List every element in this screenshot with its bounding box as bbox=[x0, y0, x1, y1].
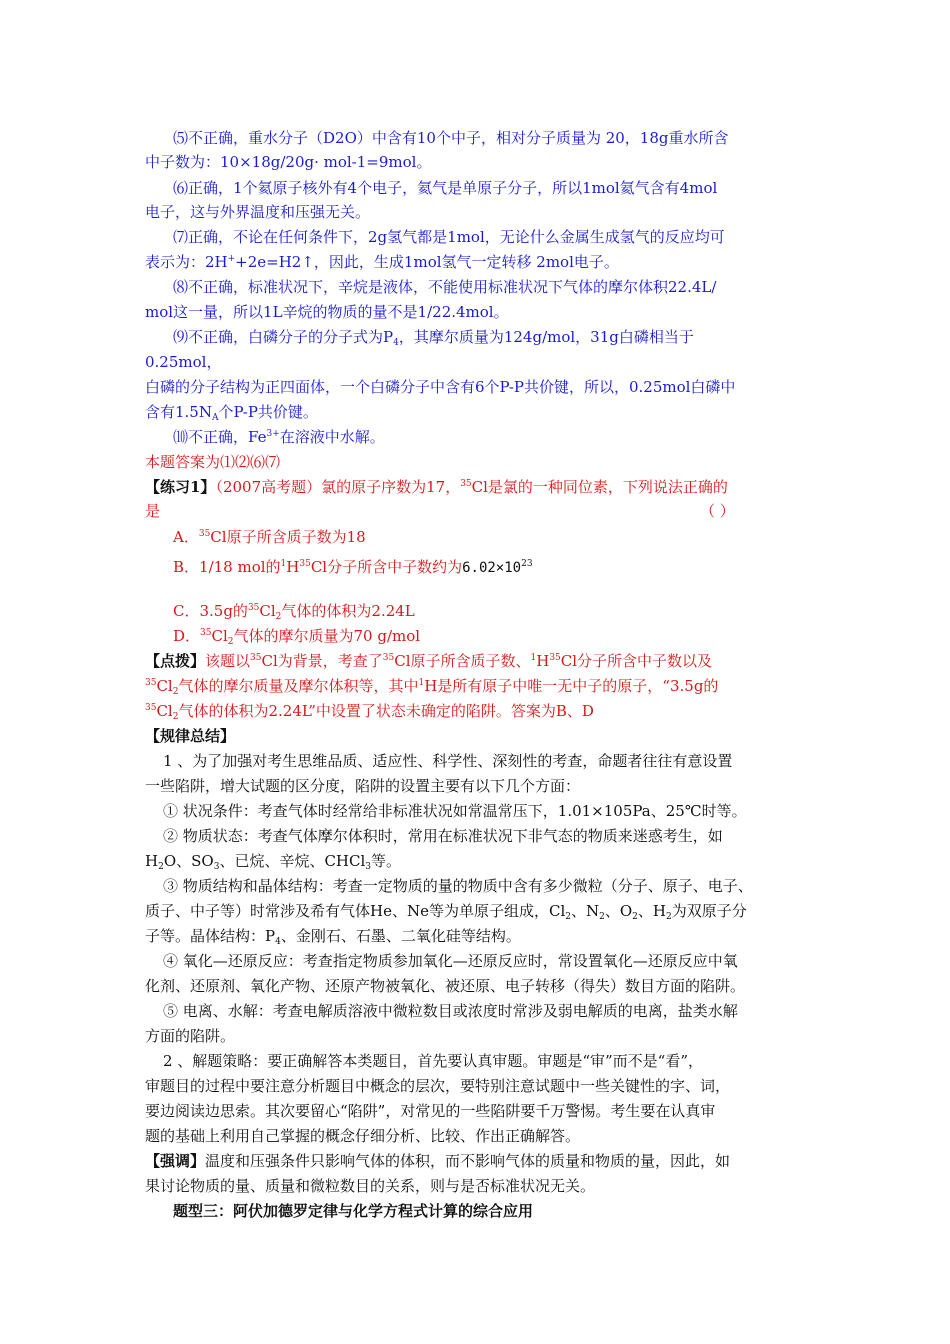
summary-heading: 【规律总结】 bbox=[145, 727, 236, 745]
summary-p2-line3: 要边阅读边思索。其次要留心“陷阱”，对常见的一些陷阱要千万警惕。考生要在认真审 bbox=[145, 1102, 716, 1120]
exercise-answer-paren: （ ） bbox=[700, 502, 735, 520]
summary-item-3-line1: ③ 物质结构和晶体结构：考查一定物质的量的物质中含有多少微粒（分子、原子、电子、 bbox=[163, 877, 753, 895]
exercise-question-line2: 是 bbox=[145, 502, 161, 520]
explanation-9-line4: 含有$1.5N_A$个P-P共价键。 bbox=[145, 403, 318, 423]
summary-p1-line1: 1 、为了加强对考生思维品质、适应性、科学性、深刻性的考查，命题者往往有意设置 bbox=[163, 752, 733, 770]
summary-item-5-line2: 方面的陷阱。 bbox=[145, 1027, 236, 1045]
summary-item-3-line2: 质子、中子等）时常涉及希有气体He、Ne等为单原子组成，$Cl_2$、$N_2$、$O_2$、$H_2$为双原子分 bbox=[145, 902, 747, 922]
emphasis-line2: 果讨论物质的量、质量和微粒数目的关系，则与是否标准状况无关。 bbox=[145, 1177, 596, 1195]
explanation-8-line1: ⑻不正确，标准状况下，辛烷是液体，不能使用标准状况下气体的摩尔体积22.4L/ bbox=[173, 278, 717, 296]
explanation-10: ⑽不正确，$Fe^{3+}$在溶液中水解。 bbox=[173, 428, 385, 446]
option-b-number: 6.02×10 bbox=[462, 560, 522, 576]
summary-item-4-line2: 化剂、还原剂、氧化产物、还原产物被氧化、被还原、电子转移（得失）数目方面的陷阱。 bbox=[145, 977, 746, 995]
option-a: A．$^{35}$Cl原子所含质子数为18 bbox=[173, 528, 366, 546]
explanation-6-line1: ⑹正确，1个氦原子核外有4个电子，氦气是单原子分子，所以1mol氦气含有4mol bbox=[173, 179, 718, 197]
option-b: B．1/18 mol的$^1H^{35}Cl$分子所含中子数约为$6.02\times 10^{23}$ bbox=[173, 558, 533, 576]
section-title: 题型三：阿伏加德罗定律与化学方程式计算的综合应用 bbox=[173, 1202, 534, 1220]
summary-item-2-line1: ② 物质状态：考查气体摩尔体积时，常用在标准状况下非气态的物质来迷惑考生，如 bbox=[163, 827, 723, 845]
option-c: C．3.5g的$^{35}Cl_2$气体的体积为2.24L bbox=[173, 602, 415, 622]
option-d: D．$^{35}Cl_2$气体的摩尔质量为70 g/mol bbox=[173, 627, 421, 647]
summary-p2-line4: 题的基础上利用自己掌握的概念仔细分析、比较、作出正确解答。 bbox=[145, 1127, 581, 1145]
summary-item-2-line2: $H_2O$、$SO_3$、已烷、辛烷、CHCl$_3$等。 bbox=[145, 852, 402, 872]
summary-item-1: ① 状况条件：考查气体时经常给非标准状况如常温常压下，1.01×105Pa、25℃时等。 bbox=[163, 802, 747, 820]
explanation-5-line1: ⑸不正确，重水分子（D2O）中含有10个中子，相对分子质量为 20，18g重水所含 bbox=[173, 129, 729, 147]
explanation-6-line2: 电子，这与外界温度和压强无关。 bbox=[145, 203, 371, 221]
summary-p2-line2: 审题目的过程中要注意分析题目中概念的层次，要特别注意试题中一些关键性的字、词， bbox=[145, 1077, 731, 1095]
explanation-9-line2: 0.25mol， bbox=[145, 353, 222, 371]
answer-line: 本题答案为⑴⑵⑹⑺ bbox=[145, 453, 281, 471]
emphasis-line1: 【强调】温度和压强条件只影响气体的体积，而不影响气体的质量和物质的量，因此，如 bbox=[145, 1152, 731, 1170]
explanation-9-line3: 白磷的分子结构为正四面体，一个白磷分子中含有6个P-P共价键，所以，0.25mol白磷中 bbox=[145, 378, 736, 396]
explanation-7-line1: ⑺正确，不论在任何条件下，2g氢气都是1mol，无论什么金属生成氢气的反应均可 bbox=[173, 228, 725, 246]
summary-item-3-line3: 子等。晶体结构：$P_4$、金刚石、石墨、二氧化硅等结构。 bbox=[145, 927, 521, 947]
summary-p1-line2: 一些陷阱，增大试题的区分度，陷阱的设置主要有以下几个方面： bbox=[145, 777, 581, 795]
hint-line1: 【点拨】该题以$^{35}$Cl为背景，考查了$^{35}$Cl原子所含质子数、$^1H^{35}Cl$分子所含中子数以及 bbox=[145, 652, 713, 670]
summary-item-4-line1: ④ 氧化—还原反应：考查指定物质参加氧化—还原反应时，常设置氧化—还原反应中氧 bbox=[163, 952, 738, 970]
exercise-label: 【练习1】 bbox=[145, 478, 216, 496]
explanation-8-line2: mol这一量，所以1L辛烷的物质的量不是1/22.4mol。 bbox=[145, 303, 509, 321]
emphasis-label: 【强调】 bbox=[145, 1152, 206, 1170]
exercise-question-line1: 【练习1】（2007高考题）氯的原子序数为17，$^{35}$Cl是氯的一种同位素，下列说法正确的 bbox=[145, 478, 728, 496]
hint-label: 【点拨】 bbox=[145, 652, 206, 670]
explanation-9-line1: ⑼不正确，白磷分子的分子式为$P_4$，其摩尔质量为124g/mol，31g白磷相当于 bbox=[173, 328, 694, 348]
summary-p2-line1: 2 、解题策略：要正确解答本类题目，首先要认真审题。审题是“审”而不是“看”， bbox=[163, 1052, 703, 1070]
explanation-5-line2: 中子数为：10×18g/20g· mol-1=9mol。 bbox=[145, 153, 432, 171]
hint-line3: $^{35}Cl_2$气体的体积为2.24L”中设置了状态未确定的陷阱。答案为B、D bbox=[145, 702, 594, 722]
explanation-7-line2: 表示为：2H++2e=H2↑，因此，生成1mol氢气一定转移 2mol电子。 bbox=[145, 253, 619, 271]
hint-line2: $^{35}Cl_2$气体的摩尔质量及摩尔体积等，其中$^1$H是所有原子中唯一无中子的原子，“3.5g的 bbox=[145, 677, 719, 697]
summary-item-5-line1: ⑤ 电离、水解：考查电解质溶液中微粒数目或浓度时常涉及弱电解质的电离，盐类水解 bbox=[163, 1002, 738, 1020]
